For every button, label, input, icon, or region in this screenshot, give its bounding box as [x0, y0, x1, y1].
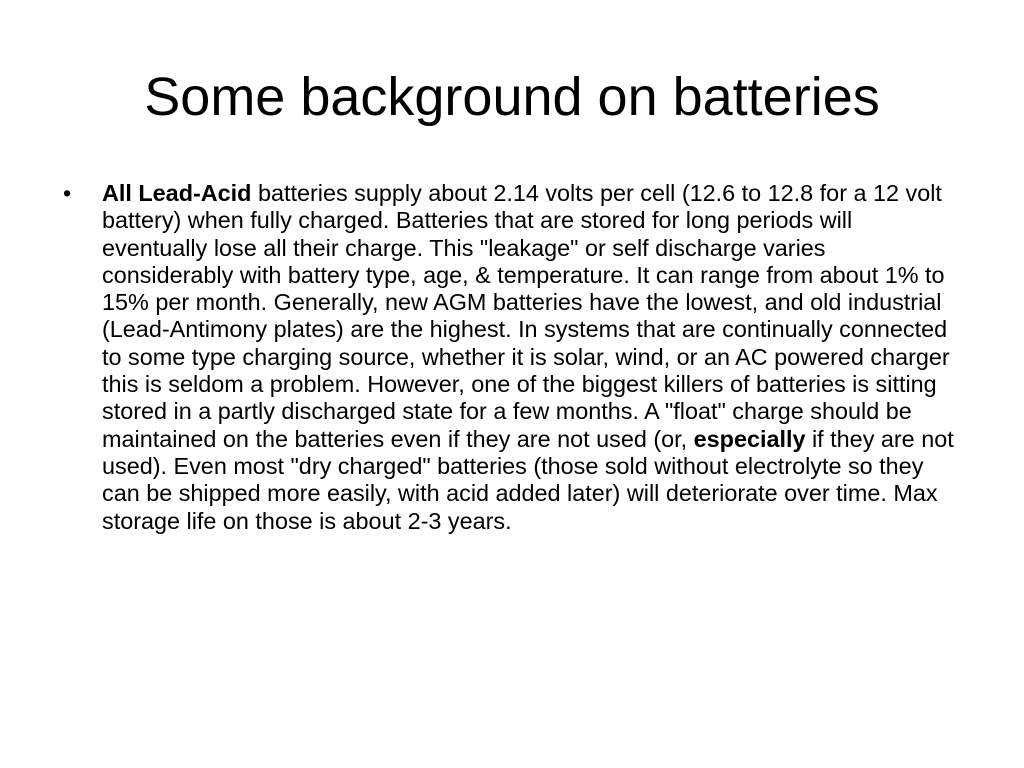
- body-text-part-2: if they are not used). Even most "dry charged" batteries (those sold without electrolyte so they can be shipped more easily, with acid added later) will deteriorate over time. Max storage life on those is about 2-3 years.: [102, 425, 954, 534]
- bullet-item: [63, 180, 963, 535]
- slide-title: Some background on batteries: [144, 67, 880, 127]
- bold-emphasis-text: especially: [693, 425, 806, 452]
- bullet-list: [63, 180, 963, 535]
- bold-lead-text: All Lead-Acid: [102, 180, 252, 206]
- body-text-part-1: batteries supply about 2.14 volts per cell (12.6 to 12.8 for a 12 volt battery) when fully charged. Batteries that are stored for long periods will eventually lose all their charge. This "leakage" or self discharge varies considerably with battery type, age, & temperature. It can range from about 1% to 15% per month. Generally, new AGM batteries have the lowest, and old industrial (Lead-Antimony plates) are the highest. In systems that are continually connected to some type charging source, whether it is solar, wind, or an AC powered charger this is seldom a problem. However, one of the biggest killers of batteries is sitting stored in a partly discharged state for a few months. A "float" charge should be maintained on the batteries even if they are not used (or,: [102, 180, 950, 452]
- bullet-dot-icon: •: [63, 180, 72, 206]
- bullet-text: [102, 180, 954, 534]
